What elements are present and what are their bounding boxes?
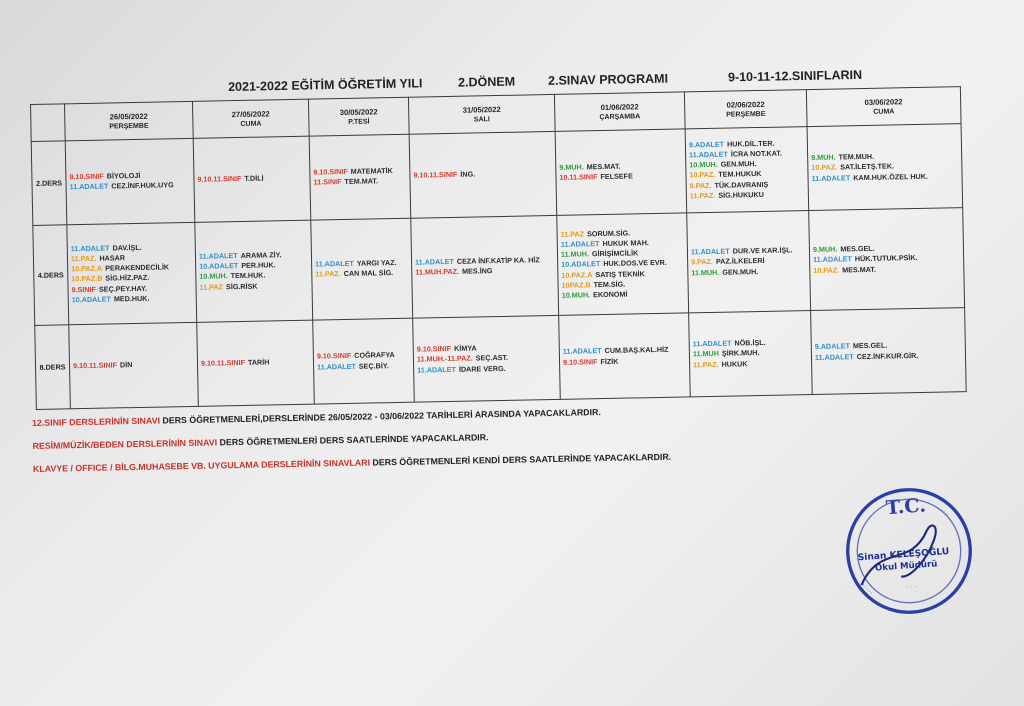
exam-cell [409,131,557,218]
exam-group: 11.SINIF [313,177,342,188]
exam-subject: PAZ.İLKELERİ [715,256,765,267]
exam-entry [691,266,806,278]
exam-subject: PERAKENDECİLİK [105,262,170,273]
exam-cell [809,208,965,311]
exam-cell [413,315,561,402]
exam-group: 9.10.11.SINIF [72,360,118,371]
exam-cell [811,308,967,395]
exam-group: 11.ADALET [417,364,457,375]
lesson-period-label: 8.DERS [35,325,71,410]
note-text: DERS ÖĞRETMENLERİ KENDİ DERS SAATLERİNDE YAPACAKLARDIR. [372,451,672,468]
exam-subject: SAT.İLETŞ.TEK. [840,161,895,172]
exam-group: 11.PAZ [199,282,224,292]
exam-group: 10.PAZ. [811,162,838,173]
exam-subject: MES.İNG [462,266,493,277]
day-header [554,92,685,131]
stamp-tc: T.C. [885,493,927,520]
exam-group: 9.ADALET [814,341,851,352]
exam-subject: TEM.SİG. [593,279,626,290]
exam-entry [73,359,194,372]
exam-group: 11.ADALET [811,172,851,183]
exam-group: 10PAZ.B [561,280,591,290]
exam-group: 11.MUH [692,349,719,359]
exam-group: 9.10.SINIF [69,171,104,182]
day-weekday: CUMA [240,120,262,128]
exam-group: 9.10.11.SINIF [200,358,246,369]
exam-subject: MES.GEL. [852,340,888,351]
exam-group: 9.MUH. [811,152,836,163]
day-date: 30/05/2022 [339,107,378,118]
exam-subject: SİG.HUKUKU [718,189,764,200]
exam-entry [199,280,308,292]
exam-subject: HUK.DİL.TER. [726,138,775,149]
svg-text:·······: ······· [858,579,875,597]
exam-subject: YARGI YAZ. [356,258,397,269]
stamp-principal-role: Okul Müdürü [874,559,938,574]
exam-subject: TEM.HUKUK [718,169,762,180]
exam-entry [201,357,310,369]
exam-subject: FELSEFE [600,171,633,182]
exam-group: 9.MUH. [812,244,838,255]
lesson-row [33,208,965,326]
exam-subject: KİMYA [454,343,477,354]
exam-group: 9.PAZ. [691,257,714,267]
day-date: 31/05/2022 [462,104,501,115]
exam-group: 9.10.11.SINIF [197,174,242,185]
notes [32,403,793,487]
exam-subject: SİG.HİZ.PAZ. [105,273,150,284]
exam-subject: COĞRAFYA [354,350,395,361]
day-weekday: CUMA [873,108,895,116]
exam-group: 10.ADALET [199,261,239,272]
exam-group: 11.MUH.-11.PAZ. [416,353,473,365]
exam-group: 11.PAZ. [693,359,719,369]
exam-subject: PER.HUK. [241,260,276,271]
exam-subject: MED.HUK. [113,293,150,304]
lesson-row [35,308,966,410]
lesson-period-label: 4.DERS [33,225,69,326]
exam-entry [693,358,808,370]
exam-subject: CEZ.İNF.HUK.UYG [111,180,174,191]
exam-entry [813,263,960,276]
day-date: 03/06/2022 [864,97,903,107]
exam-subject: TEM.MUH. [838,151,875,162]
exam-group: 10.PAZ.A [71,263,103,274]
exam-cell [807,124,963,211]
exam-subject: GEN.MUH. [722,266,759,277]
exam-group: 9.10.SINIF [313,167,348,177]
exam-subject: SİG.RİSK [225,281,258,291]
exam-entry [317,360,410,372]
school-stamp-seal [837,479,980,622]
exam-subject: FİZİK [600,356,619,366]
exam-cell [67,222,197,325]
exam-cell [689,311,813,397]
exam-subject: İCRA NOT.KAT. [730,148,783,159]
exam-group: 11.ADALET [69,181,109,192]
exam-group: 11.ADALET [692,338,732,349]
exam-group: 9.MUH. [559,162,584,173]
exam-group: 10.11.SINIF [559,172,598,183]
exam-subject: CUM.BAŞ.KAL.HİZ [604,345,669,356]
exam-group: 10.PAZ. [689,170,716,180]
day-header [192,99,309,138]
note-subject: KLAVYE / OFFICE / BİLG.MUHASEBE VB. UYGULAMA DERSLERİNİN SINAVLARI [32,457,371,474]
exam-cell [313,318,415,404]
exam-subject: NÖB.İŞL. [734,338,766,348]
day-header [65,101,194,140]
exam-subject: HUKUK MAH. [602,238,649,249]
exam-subject: İDARE VERG. [458,363,506,374]
exam-subject: DAV.İŞL. [112,242,142,253]
day-date: 01/06/2022 [600,102,639,113]
exam-group: 11.PAZ. [315,269,341,280]
exam-group: 9.10.SINIF [316,351,352,361]
exam-cell [311,218,413,320]
exam-subject: TARİH [247,357,270,368]
exam-subject: MES.GEL. [840,243,875,254]
exam-group: 10.ADALET [71,294,111,305]
day-date: 27/05/2022 [231,109,270,120]
day-header [408,94,555,134]
exam-subject: SEÇ.PEY.HAY. [98,283,148,294]
exam-subject: T.DİLİ [244,173,264,184]
exam-group: 9.SINIF [71,284,97,294]
day-weekday: PERŞEMBE [726,110,766,119]
exam-group: 9.10.SINIF [416,344,452,354]
exam-subject: ARAMA ZİY. [240,250,282,261]
exam-group: 11.ADALET [317,361,356,372]
svg-text:· · ·: · · · [905,582,918,592]
exam-cell [411,215,559,318]
exam-group: 10.PAZ.B [71,274,103,284]
exam-subject: HASAR [99,253,126,263]
day-date: 26/05/2022 [109,111,148,122]
exam-subject: SEÇ.AST. [475,353,509,363]
exam-subject: GEN.MUH. [720,159,757,170]
exam-entry [690,189,805,201]
exam-subject: SORUM.SİG. [586,228,631,239]
exam-group: 11.ADALET [813,254,852,265]
exam-subject: SEÇ.BİY. [358,360,389,371]
exam-group: 11.ADALET [562,346,602,357]
exam-group: 11.MUH. [691,267,720,277]
exam-subject: DUR.VE KAR.İŞL. [732,245,793,256]
exam-entry [563,355,686,368]
exam-subject: TEM.MAT. [344,176,379,187]
exam-group: 10.MUH. [199,271,228,282]
exam-cell [197,320,315,406]
exam-group: 11.ADALET [814,351,854,362]
exam-subject: MES.MAT. [586,161,621,172]
exam-subject: ŞİRK.MUH. [721,348,760,359]
exam-subject: BİYOLOJİ [106,171,141,181]
note-text: DERS ÖĞRETMENLERİ,DERSLERİNDE 26/05/2022 - 03/06/2022 TARİHLERİ ARASINDA YAPACAKLARDIR. [162,407,601,426]
svg-text:·······: ······· [933,503,952,519]
exam-entry [313,176,406,188]
exam-subject: CAN MAL SİG. [343,268,394,279]
exam-subject: HÜK.TUTUK.PSİK. [854,253,918,264]
exam-group: 9.10.SINIF [562,356,598,367]
day-header [308,97,409,136]
exam-cell [559,313,691,399]
exam-group: 11.PAZ [560,229,585,239]
exam-group: 10.PAZ. [813,265,840,275]
day-date: 02/06/2022 [726,99,765,110]
note-line [33,449,793,474]
corner-cell [31,104,66,142]
exam-cell [193,136,311,222]
title-grades: 9-10-11-12.SINIFLARIN [727,67,863,85]
exam-group: 10.MUH. [689,160,718,170]
exam-subject: CEZ.İNF.KUR.GİR. [856,350,919,361]
exam-group: 11.PAZ. [689,190,716,201]
note-text: DERS ÖĞRETMENLERİ DERS SAATLERİNDE YAPACAKLARDIR. [219,432,489,448]
exam-subject: EKONOMİ [593,289,628,300]
exam-group: 11.ADALET [315,259,354,269]
exam-group: 10.ADALET [561,259,601,270]
title-year: 2021-2022 EĞİTİM ÖĞRETİM YILI [228,76,423,94]
exam-cell [687,211,811,313]
lesson-period-label: 2.DERS [31,141,67,226]
exam-group: 11.ADALET [560,239,600,249]
exam-cell [69,322,199,408]
exam-group: 9.ADALET [688,139,725,150]
day-weekday: SALI [473,116,490,124]
title-term: 2.DÖNEM [457,74,516,90]
exam-group: 11.ADALET [690,246,730,257]
exam-entry [562,288,685,301]
exam-entry [417,363,556,376]
exam-subject: DİN [119,360,133,370]
note-subject: RESİM/MÜZİK/BEDEN DERSLERİNİN SINAVI [32,437,218,451]
exam-group: 11.MUH.PAZ. [415,267,460,278]
exam-group: 11.ADALET [198,251,238,261]
exam-cell [557,213,689,316]
exam-group: 11.MUH. [560,249,590,260]
exam-group: 9.PAZ. [689,180,712,191]
exam-cell [555,129,687,215]
exam-group: 11.ADALET [415,257,454,267]
exam-schedule-table [30,86,967,410]
exam-entry [197,173,306,185]
title-program: 2.SINAV PROGRAMI [547,71,669,88]
exam-subject: HUK.DOS.VE EVR. [603,258,667,269]
day-header [684,90,807,129]
exam-subject: MATEMATİK [350,166,393,177]
exam-subject: KAM.HUK.ÖZEL HUK. [853,171,928,182]
exam-entry [559,171,682,184]
exam-group: 10.PAZ.A [561,269,593,280]
exam-subject: TEM.HUK. [230,270,266,281]
day-weekday: P.TESİ [348,118,370,126]
exam-group: 11.PAZ. [70,253,97,264]
exam-subject: GİRİŞİMCİLİK [591,248,639,259]
exam-entry [415,265,554,278]
exam-cell [195,220,313,322]
exam-group: 9.10.11.SINIF [413,170,458,181]
exam-subject: İNG. [460,169,476,180]
exam-subject: SATIŞ TEKNİK [595,268,645,279]
day-weekday: ÇARŞAMBA [599,113,641,122]
note-line [32,426,792,451]
exam-subject: TÜK.DAVRANIŞ [714,179,769,190]
exam-group: 11.ADALET [689,149,728,160]
day-header [806,87,961,127]
exam-entry [811,171,958,184]
note-subject: 12.SINIF DERSLERİNİN SINAVI [32,415,161,428]
exam-entry [815,350,962,363]
exam-subject: CEZA İNF.KATİP KA. HİZ [456,255,540,267]
day-weekday: PERŞEMBE [109,122,149,131]
exam-entry [70,180,191,193]
exam-cell [685,127,809,213]
exam-subject: HUKUK [721,358,748,369]
exam-cell [309,134,411,220]
exam-entry [315,268,408,280]
exam-entry [413,168,552,181]
exam-subject: MES.MAT. [842,264,877,275]
exam-group: 10.MUH. [561,290,591,300]
exam-entry [72,293,193,306]
stamp-principal-name: Sinan KELEŞOĞLU [857,546,950,564]
exam-cell [65,138,195,224]
exam-group: 11.ADALET [70,243,110,254]
